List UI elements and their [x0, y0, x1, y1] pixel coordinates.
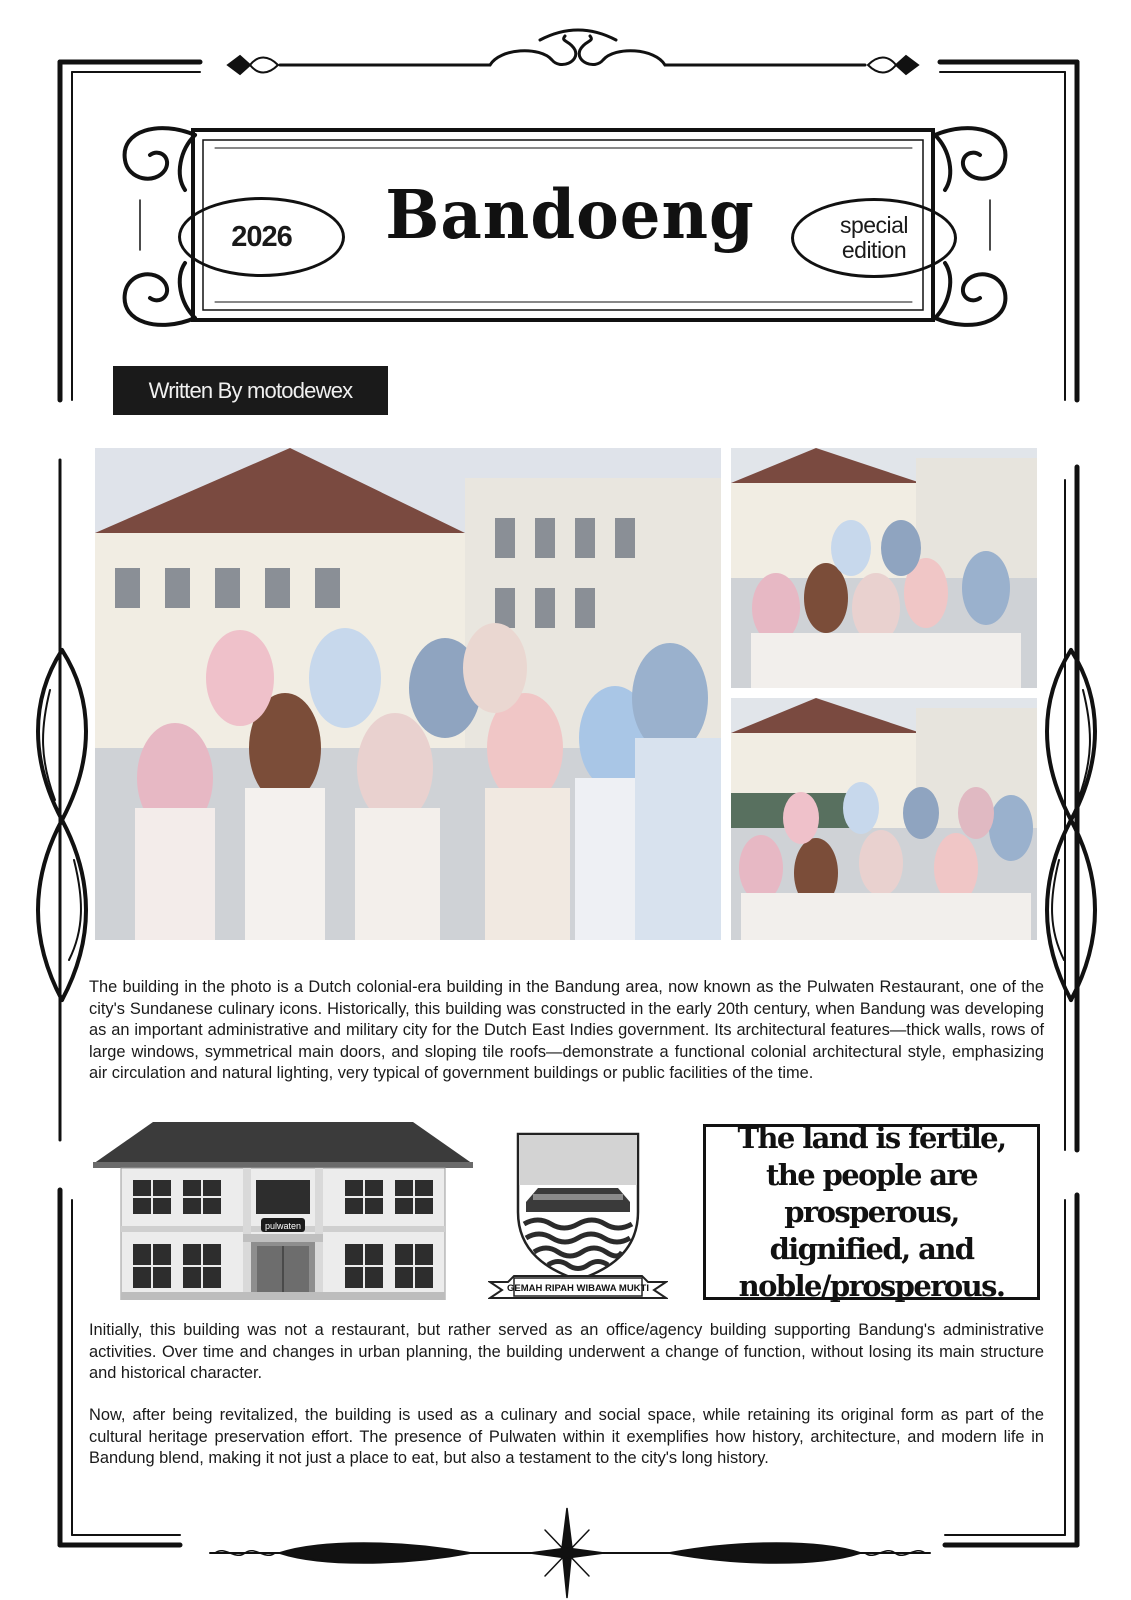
author-byline	[113, 366, 388, 415]
motto-quote-box	[703, 1120, 1040, 1303]
masthead-title: Bandoeng	[385, 176, 755, 255]
year-badge	[178, 197, 345, 277]
bottom-right-group-photo	[731, 698, 1037, 940]
top-right-group-photo	[731, 448, 1037, 688]
building-drawing	[93, 1122, 473, 1300]
intro-paragraph: The building in the photo is a Dutch colonial-era building in the Bandung area, now known as the Pulwaten Restaurant, one of the city's Sundanese culinary icons. Historically, this building was constructed in the early 20th century, when Bandung was developing as an important administrative and military city for the Dutch East Indies government. Its architectural features—thick walls, rows of large windows, symmetrical main doors, and sloping tile roofs—demonstrate a functional colonial architectural style, emphasizing air circulation and natural lighting, very typical of government buildings or public facilities of the time.	[89, 978, 1044, 1082]
main-group-photo	[95, 448, 721, 940]
building-sign-text: pulwaten	[264, 1221, 302, 1231]
bandung-emblem	[488, 1132, 668, 1300]
history-paragraph: Initially, this building was not a restaurant, but rather served as an office/agency building supporting Bandung's administrative activities. Over time and changes in urban planning, the building underwent a change of function, without losing its main structure and historical character.	[89, 1321, 1044, 1382]
emblem-shield	[488, 1132, 668, 1300]
main-photo-illustration	[95, 448, 721, 940]
edition-badge	[791, 198, 957, 278]
bottom-right-photo-illustration	[731, 698, 1037, 940]
edition-text: special edition	[839, 212, 909, 263]
top-right-photo-illustration	[731, 448, 1037, 688]
building-illustration	[93, 1122, 473, 1300]
emblem-motto: GEMAH RIPAH WIBAWA MUKTI	[507, 1283, 649, 1294]
year-text: 2026	[231, 220, 292, 253]
byline-text: Written By motodewex	[148, 377, 353, 403]
motto-quote-text: The land is fertile, the people are prosperous, dignified, and noble/prosperous.	[737, 1120, 1006, 1303]
today-paragraph: Now, after being revitalized, the building is used as a culinary and social space, while retaining its original form as part of the cultural heritage preservation effort. The presence of Pulwaten within it exemplifies how history, architecture, and modern life in Bandung blend, making it not just a place to eat, but also a testament to the city's long history.	[89, 1406, 1044, 1467]
